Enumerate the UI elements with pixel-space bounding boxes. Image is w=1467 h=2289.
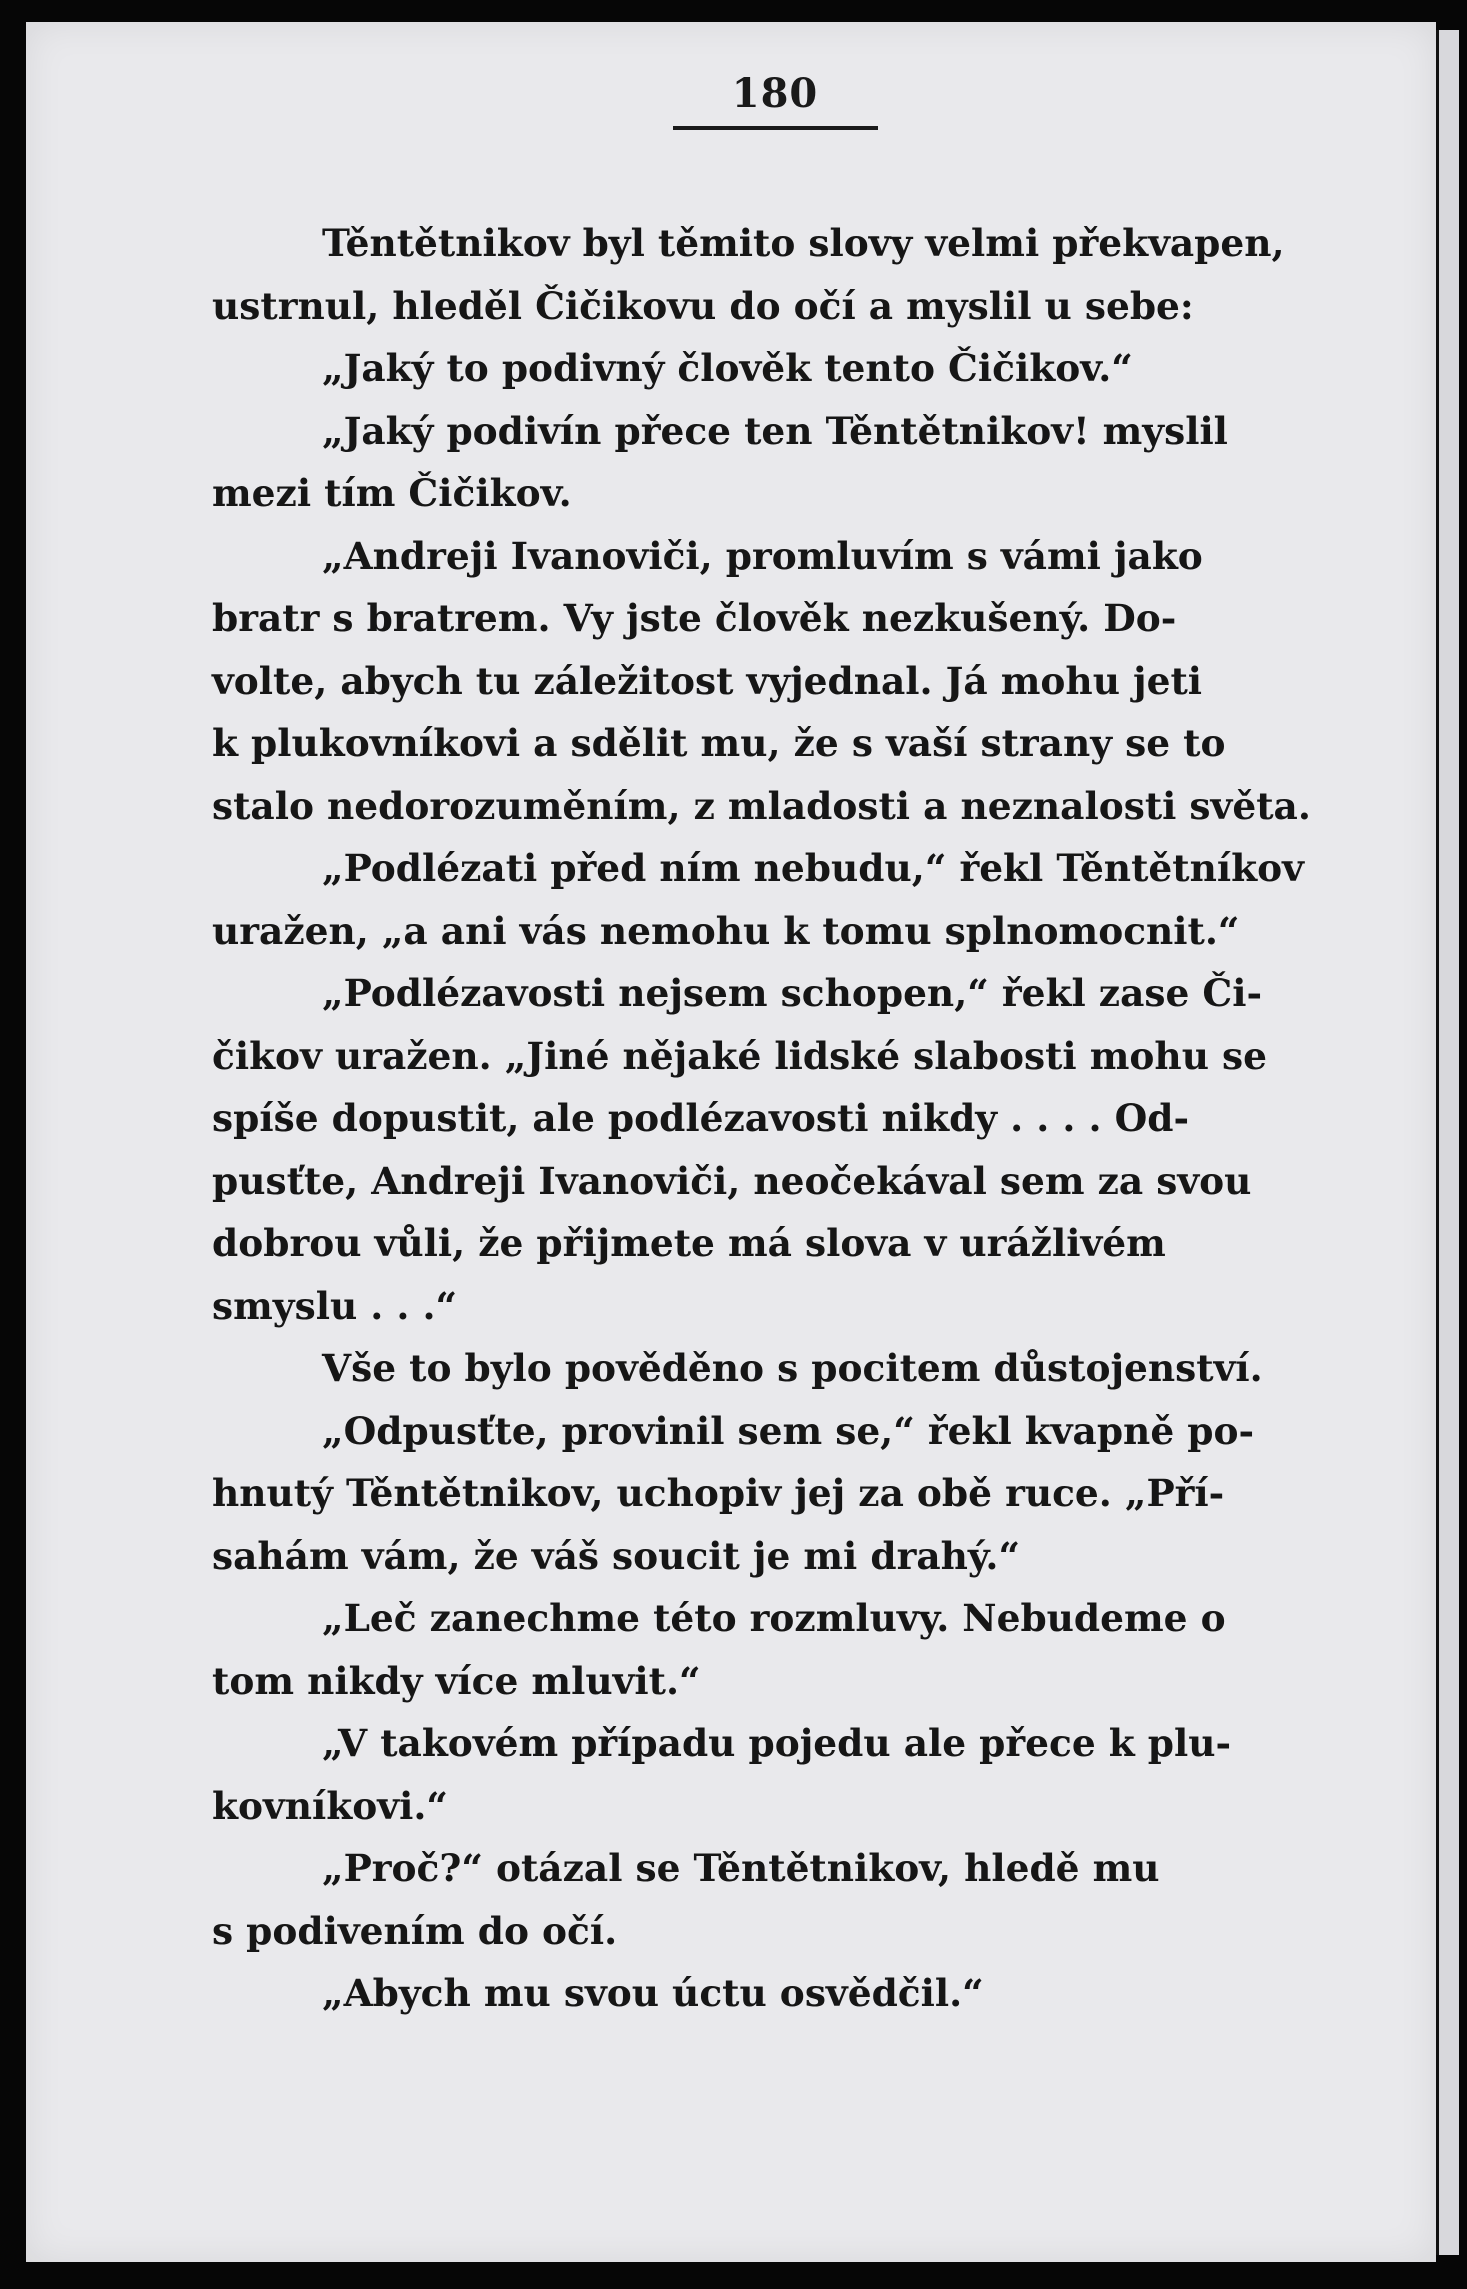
text-line: „Proč?“ otázal se Těntětnikov, hledě mu bbox=[322, 1846, 1160, 1890]
text-line: smyslu . . .“ bbox=[212, 1283, 458, 1328]
text-line: kovníkovi.“ bbox=[212, 1783, 448, 1828]
text-line: tom nikdy více mluvit.“ bbox=[212, 1658, 701, 1703]
page-number: 180 bbox=[731, 70, 819, 117]
text-line: bratr s bratrem. Vy jste člověk nezkušený. Do- bbox=[212, 596, 1177, 640]
text-line: hnutý Těntětnikov, uchopiv jej za obě ruce. „Pří- bbox=[212, 1471, 1225, 1515]
text-line: stalo nedorozuměním, z mladosti a neznalosti světa. bbox=[212, 783, 1311, 828]
text-line: „Odpusťte, provinil sem se,“ řekl kvapně po- bbox=[322, 1408, 1255, 1453]
text-line: „Abych mu svou úctu osvědčil.“ bbox=[322, 1971, 984, 2015]
text-line: dobrou vůli, že přijmete má slova v urážlivém bbox=[212, 1221, 1166, 1265]
text-line: „Jaký podivín přece ten Těntětnikov! myslil bbox=[322, 408, 1228, 453]
header-rule bbox=[673, 126, 878, 130]
text-line: „Jaký to podivný člověk tento Čičikov.“ bbox=[322, 346, 1133, 390]
text-line: Vše to bylo pověděno s pocitem důstojenství. bbox=[322, 1346, 1263, 1390]
text-line: s podivením do očí. bbox=[212, 1908, 618, 1953]
page-header bbox=[670, 70, 880, 130]
text-line: „V takovém případu pojedu ale přece k plu- bbox=[322, 1721, 1232, 1765]
text-line: volte, abych tu záležitost vyjednal. Já mohu jeti bbox=[212, 658, 1203, 703]
text-line: k plukovníkovi a sdělit mu, že s vaší strany se to bbox=[212, 721, 1226, 765]
text-line: mezi tím Čičikov. bbox=[212, 471, 572, 515]
text-line: „Leč zanechme této rozmluvy. Nebudeme o bbox=[322, 1596, 1226, 1640]
text-line: čikov uražen. „Jiné nějaké lidské slabosti mohu se bbox=[212, 1033, 1267, 1078]
body-text bbox=[212, 212, 1352, 2025]
text-line: „Podlézati před ním nebudu,“ řekl Těntětníkov bbox=[322, 846, 1304, 890]
page-edge bbox=[1436, 30, 1459, 2255]
text-line: ustrnul, hleděl Čičikovu do očí a myslil u sebe: bbox=[212, 283, 1194, 328]
text-line: uražen, „a ani vás nemohu k tomu splnomocnit.“ bbox=[212, 908, 1240, 953]
text-line: sahám vám, že váš soucit je mi drahý.“ bbox=[212, 1533, 1021, 1578]
text-line: „Podlézavosti nejsem schopen,“ řekl zase Či- bbox=[322, 971, 1263, 1015]
text-line: pusťte, Andreji Ivanoviči, neočekával sem za svou bbox=[212, 1158, 1252, 1203]
text-line: Těntětnikov byl těmito slovy velmi překvapen, bbox=[322, 221, 1285, 265]
text-line: „Andreji Ivanoviči, promluvím s vámi jako bbox=[322, 533, 1203, 578]
text-line: spíše dopustit, ale podlézavosti nikdy . . . . Od- bbox=[212, 1096, 1190, 1140]
